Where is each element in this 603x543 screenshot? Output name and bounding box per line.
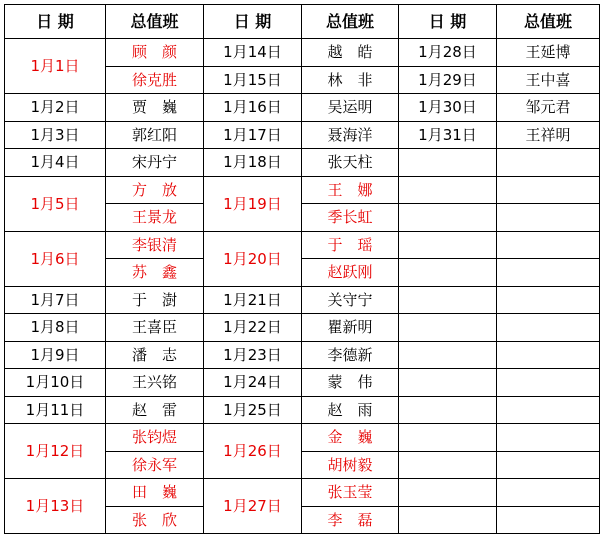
- empty-date-cell: [399, 176, 497, 204]
- date-cell: 1月8日: [5, 314, 106, 342]
- empty-date-cell: [399, 314, 497, 342]
- duty-name-cell: 金 巍: [302, 424, 399, 452]
- date-cell: 1月22日: [204, 314, 302, 342]
- table-row: [5, 286, 600, 314]
- header-duty-3: 总值班: [497, 5, 600, 39]
- duty-name-cell: 李银清: [106, 231, 204, 259]
- table-row: [5, 314, 600, 342]
- empty-date-cell: [399, 369, 497, 397]
- empty-date-cell: [399, 424, 497, 452]
- duty-name-cell: 徐永军: [106, 451, 204, 479]
- date-cell: 1月25日: [204, 396, 302, 424]
- date-cell: 1月19日: [204, 176, 302, 231]
- header-date-2: 日 期: [204, 5, 302, 39]
- table-row: [5, 39, 600, 67]
- table-row: [5, 149, 600, 177]
- table-row: [5, 231, 600, 259]
- date-cell: 1月12日: [5, 424, 106, 479]
- empty-date-cell: [399, 341, 497, 369]
- header-duty-2: 总值班: [302, 5, 399, 39]
- date-cell: 1月29日: [399, 66, 497, 94]
- empty-date-cell: [399, 259, 497, 287]
- duty-name-cell: 赵跃刚: [302, 259, 399, 287]
- empty-duty-cell: [497, 506, 600, 534]
- duty-name-cell: 林 非: [302, 66, 399, 94]
- empty-duty-cell: [497, 479, 600, 507]
- duty-name-cell: 张玉莹: [302, 479, 399, 507]
- duty-name-cell: 贾 巍: [106, 94, 204, 122]
- empty-date-cell: [399, 451, 497, 479]
- duty-name-cell: 张 欣: [106, 506, 204, 534]
- date-cell: 1月23日: [204, 341, 302, 369]
- duty-name-cell: 宋丹宁: [106, 149, 204, 177]
- empty-date-cell: [399, 204, 497, 232]
- duty-name-cell: 田 巍: [106, 479, 204, 507]
- duty-name-cell: 张天柱: [302, 149, 399, 177]
- date-cell: 1月2日: [5, 94, 106, 122]
- date-cell: 1月9日: [5, 341, 106, 369]
- empty-date-cell: [399, 479, 497, 507]
- header-duty-1: 总值班: [106, 5, 204, 39]
- empty-duty-cell: [497, 149, 600, 177]
- date-cell: 1月27日: [204, 479, 302, 534]
- roster-body: [5, 39, 600, 534]
- empty-date-cell: [399, 231, 497, 259]
- duty-name-cell: 赵 雷: [106, 396, 204, 424]
- duty-name-cell: 聂海洋: [302, 121, 399, 149]
- empty-duty-cell: [497, 341, 600, 369]
- table-row: [5, 341, 600, 369]
- duty-name-cell: 郭红阳: [106, 121, 204, 149]
- date-cell: 1月5日: [5, 176, 106, 231]
- table-row: [5, 369, 600, 397]
- duty-name-cell: 胡树毅: [302, 451, 399, 479]
- duty-name-cell: 徐克胜: [106, 66, 204, 94]
- header-row: [5, 5, 600, 39]
- duty-name-cell: 季长虹: [302, 204, 399, 232]
- duty-name-cell: 于 瑶: [302, 231, 399, 259]
- date-cell: 1月16日: [204, 94, 302, 122]
- date-cell: 1月6日: [5, 231, 106, 286]
- table-row: [5, 424, 600, 452]
- date-cell: 1月28日: [399, 39, 497, 67]
- empty-date-cell: [399, 506, 497, 534]
- date-cell: 1月13日: [5, 479, 106, 534]
- empty-duty-cell: [497, 314, 600, 342]
- date-cell: 1月15日: [204, 66, 302, 94]
- empty-duty-cell: [497, 369, 600, 397]
- empty-duty-cell: [497, 424, 600, 452]
- table-row: [5, 176, 600, 204]
- table-row: [5, 479, 600, 507]
- empty-date-cell: [399, 149, 497, 177]
- date-cell: 1月1日: [5, 39, 106, 94]
- duty-name-cell: 顾 颜: [106, 39, 204, 67]
- duty-name-cell: 王喜臣: [106, 314, 204, 342]
- duty-name-cell: 越 皓: [302, 39, 399, 67]
- date-cell: 1月14日: [204, 39, 302, 67]
- duty-roster-table: [4, 4, 600, 534]
- duty-name-cell: 王祥明: [497, 121, 600, 149]
- table-row: [5, 121, 600, 149]
- table-row: [5, 396, 600, 424]
- duty-name-cell: 瞿新明: [302, 314, 399, 342]
- empty-duty-cell: [497, 176, 600, 204]
- duty-name-cell: 李德新: [302, 341, 399, 369]
- empty-date-cell: [399, 286, 497, 314]
- duty-name-cell: 王延博: [497, 39, 600, 67]
- empty-duty-cell: [497, 204, 600, 232]
- empty-duty-cell: [497, 286, 600, 314]
- duty-name-cell: 李 磊: [302, 506, 399, 534]
- duty-name-cell: 王 娜: [302, 176, 399, 204]
- duty-name-cell: 苏 鑫: [106, 259, 204, 287]
- date-cell: 1月11日: [5, 396, 106, 424]
- duty-name-cell: 赵 雨: [302, 396, 399, 424]
- duty-name-cell: 张钧煜: [106, 424, 204, 452]
- empty-duty-cell: [497, 451, 600, 479]
- date-cell: 1月7日: [5, 286, 106, 314]
- empty-date-cell: [399, 396, 497, 424]
- date-cell: 1月10日: [5, 369, 106, 397]
- empty-duty-cell: [497, 231, 600, 259]
- empty-duty-cell: [497, 259, 600, 287]
- date-cell: 1月24日: [204, 369, 302, 397]
- date-cell: 1月31日: [399, 121, 497, 149]
- date-cell: 1月18日: [204, 149, 302, 177]
- header-date-3: 日 期: [399, 5, 497, 39]
- duty-name-cell: 关守宁: [302, 286, 399, 314]
- duty-name-cell: 方 放: [106, 176, 204, 204]
- date-cell: 1月3日: [5, 121, 106, 149]
- date-cell: 1月30日: [399, 94, 497, 122]
- date-cell: 1月20日: [204, 231, 302, 286]
- duty-name-cell: 王景龙: [106, 204, 204, 232]
- duty-name-cell: 于 澍: [106, 286, 204, 314]
- date-cell: 1月17日: [204, 121, 302, 149]
- duty-name-cell: 邹元君: [497, 94, 600, 122]
- duty-name-cell: 蒙 伟: [302, 369, 399, 397]
- empty-duty-cell: [497, 396, 600, 424]
- duty-name-cell: 吴运明: [302, 94, 399, 122]
- duty-name-cell: 王兴铭: [106, 369, 204, 397]
- duty-name-cell: 潘 志: [106, 341, 204, 369]
- date-cell: 1月26日: [204, 424, 302, 479]
- duty-name-cell: 王中喜: [497, 66, 600, 94]
- date-cell: 1月4日: [5, 149, 106, 177]
- table-row: [5, 94, 600, 122]
- date-cell: 1月21日: [204, 286, 302, 314]
- header-date-1: 日 期: [5, 5, 106, 39]
